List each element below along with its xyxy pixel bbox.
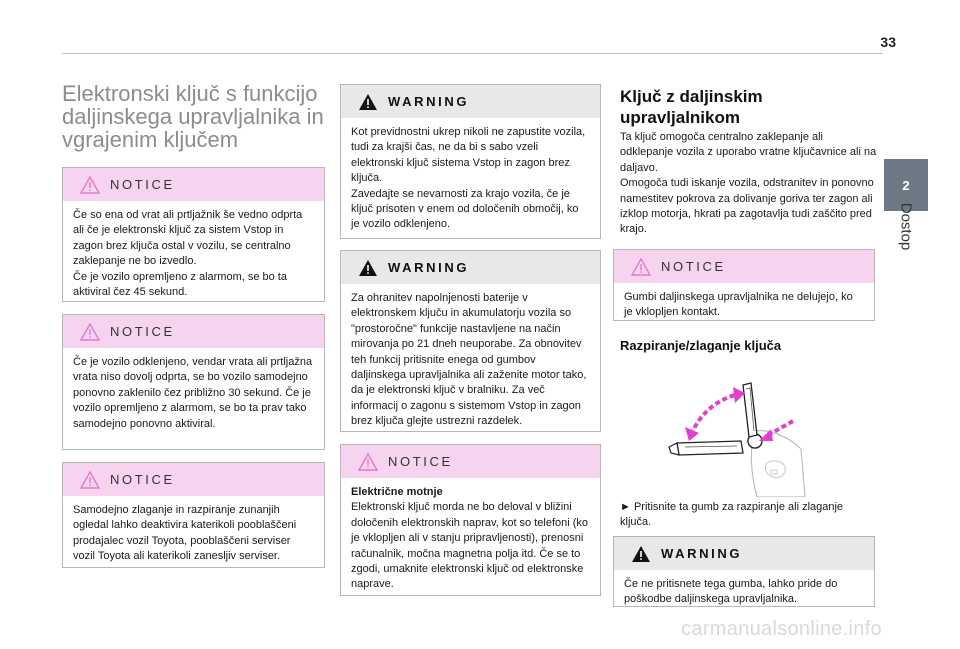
warning-body <box>341 118 600 241</box>
intro-paragraph: Ta ključ omogoča centralno zaklepanje ali odklepanje vozila z uporabo vratne ključavnice ali na daljavo. <box>620 131 877 174</box>
caution-triangle-icon <box>358 453 378 471</box>
key-fold-illustration <box>655 375 815 497</box>
caution-triangle-icon <box>80 471 100 489</box>
page-number: 33 <box>880 34 896 50</box>
notice-text: Če so ena od vrat ali prtljažnik še vedno odprta ali če je elektronski ključ za sistem Vstop in zagon brez ključa ostal v vozilu, se centralno zaklepanje ne bo izvedlo. <box>73 209 303 268</box>
watermark: carmanualsonline.info <box>681 618 882 640</box>
warning-label: WARNING <box>388 260 470 275</box>
notice-label: NOTICE <box>110 177 175 192</box>
notice-text: Gumbi daljinskega upravljalnika ne delujejo, ko je vklopljen kontakt. <box>624 291 853 319</box>
notice-header <box>63 463 324 496</box>
warning-triangle-icon <box>631 545 651 563</box>
notice-subheading: Električne motnje <box>351 486 443 498</box>
notice-body <box>63 348 324 440</box>
warning-body <box>341 284 600 438</box>
notice-label: NOTICE <box>661 259 726 274</box>
page-title: Elektronski ključ s funkcijo daljinskega upravljalnika in vgrajenim ključem <box>62 81 324 152</box>
notice-header <box>63 168 324 201</box>
notice-label: NOTICE <box>110 324 175 339</box>
warning-triangle-icon <box>358 259 378 277</box>
notice-header <box>341 445 600 478</box>
warning-box-2 <box>340 250 601 432</box>
notice-label: NOTICE <box>110 472 175 487</box>
chapter-label-text: Dostop <box>897 202 915 251</box>
notice-box-1 <box>62 167 325 302</box>
notice-box-2 <box>62 314 325 450</box>
caution-triangle-icon <box>631 258 651 276</box>
chapter-tab-number: 2 <box>902 177 910 193</box>
top-rule <box>62 53 883 54</box>
warning-box-3 <box>613 536 875 607</box>
notice-body <box>341 478 600 601</box>
warning-text: Za ohranitev napolnjenosti baterije v elektronskem ključu in akumulatorju vozila so "prostoročne" funkcije nastavljene na način mirovanja po 21 dneh neuporabe. Za obnovitev teh funkcij pritisnite enega od gumbov daljinskega upravljalnika ali zaženite motor tako, da je elektronski ključ v bralniku. Za več informacij o zagonu s sistemom Vstop in zagon brez ključa glejte ustrezni razdelek. <box>351 292 587 428</box>
notice-text: Samodejno zlaganje in razpiranje zunanjih ogledal lahko deaktivira katerikoli pooblaščeni prodajalec vozil Toyota, pooblaščeni serviser vozil Toyota ali katerikoli zanesljiv serviser. <box>73 504 297 563</box>
notice-text: Če je vozilo opremljeno z alarmom, se bo ta aktiviral čez 45 sekund. <box>73 270 287 299</box>
section-heading: Ključ z daljinskim upravljalnikom <box>620 87 763 127</box>
warning-header <box>341 85 600 118</box>
notice-box-4 <box>340 444 601 596</box>
warning-label: WARNING <box>661 546 743 561</box>
notice-text: Če je vozilo odklenjeno, vendar vrata ali prtljažna vrata niso dovolj odprta, se bo vozilo samodejno ponovno zaklenilo čez približno 30 sekund. Če je vozilo opremljeno z alarmom, se bo ta prav tako samodejno ponovno aktiviral. <box>73 356 313 430</box>
chapter-label <box>893 202 919 288</box>
warning-triangle-icon <box>358 93 378 111</box>
section-intro <box>620 130 878 238</box>
notice-body <box>63 201 324 308</box>
warning-header <box>614 537 874 570</box>
subsection-heading: Razpiranje/zlaganje ključa <box>620 338 782 353</box>
intro-paragraph: Omogoča tudi iskanje vozila, odstranitev in ponovno namestitev pokrova za dolivanje goriva ter zagon ali izklop motorja, hkrati pa zagotavlja tudi zaščito pred krajo. <box>620 177 874 236</box>
warning-box-1 <box>340 84 601 239</box>
caution-triangle-icon <box>80 323 100 341</box>
warning-body <box>614 570 874 616</box>
warning-text: Če ne pritisnete tega gumba, lahko pride do poškodbe daljinskega upravljalnika. <box>624 578 838 606</box>
warning-header <box>341 251 600 284</box>
notice-box-5 <box>613 249 875 321</box>
caution-triangle-icon <box>80 176 100 194</box>
warning-text: Zavedajte se nevarnosti za krajo vozila, če je ključ prisoten v enem od določenih območij, ko je vozilo odklenjeno. <box>351 187 579 231</box>
warning-label: WARNING <box>388 94 470 109</box>
notice-label: NOTICE <box>388 454 453 469</box>
notice-body <box>63 496 324 573</box>
notice-text: Elektronski ključ morda ne bo deloval v bližini določenih elektronskih naprav, kot so telefoni (ko je vklopljen ali v stanju pripravljenosti), prenosni računalnik, močna magnetna polja itd. Če se to zgodi, umaknite elektronski ključ od elektronske naprave. <box>351 501 589 591</box>
notice-box-3 <box>62 462 325 568</box>
warning-text: Kot previdnostni ukrep nikoli ne zapustite vozila, tudi za krajši čas, ne da bi s sabo vzeli elektronski ključ sistema Vstop in zagon brez ključa. <box>351 126 586 185</box>
notice-header <box>614 250 874 283</box>
notice-header <box>63 315 324 348</box>
instruction-text: ► Pritisnite ta gumb za razpiranje ali zlaganje ključa. <box>620 501 844 529</box>
notice-body <box>614 283 874 329</box>
